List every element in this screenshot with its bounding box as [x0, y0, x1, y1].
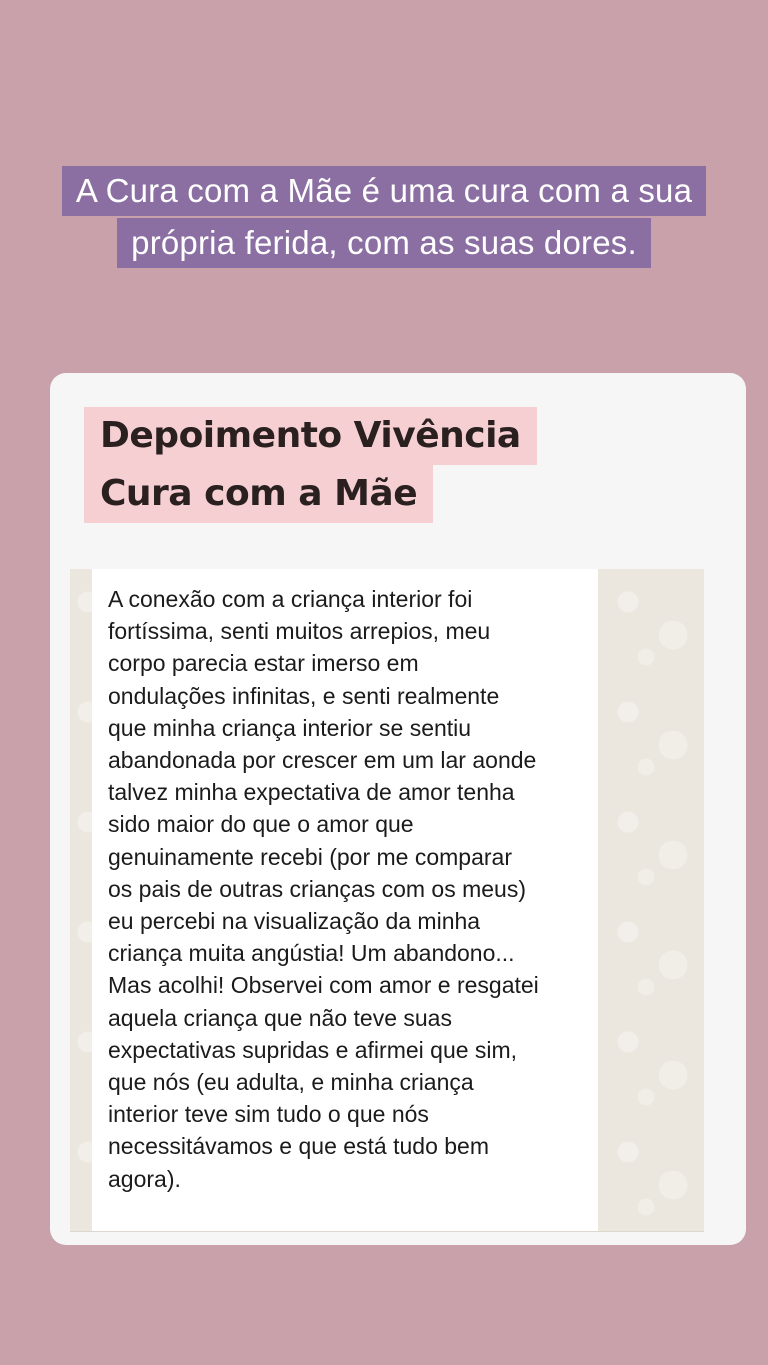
- story-caption: [0, 166, 768, 268]
- title-line-1: Depoimento Vivência: [84, 407, 537, 465]
- testimonial-card: [50, 373, 746, 1245]
- title-line-2: Cura com a Mãe: [84, 465, 433, 523]
- caption-line-1: A Cura com a Mãe é uma cura com a sua: [62, 166, 706, 216]
- message-bubble: [92, 569, 598, 1231]
- testimonial-message: A conexão com a criança interior foi fortíssima, senti muitos arrepios, meu corpo parecia estar imerso em ondulações infinitas, e senti realmente que minha criança interior se sentiu abandonada por crescer em um lar aonde talvez minha expectativa de amor tenha sido maior do que o amor que genuinamente recebi (por me comparar os pais de outras crianças com os meus) eu percebi na visualização da minha criança muita angústia! Um abandono... Mas acolhi! Observei com amor e resgatei aquela criança que não teve suas expectativas supridas e afirmei que sim, que nós (eu adulta, e minha criança interior teve sim tudo o que nós necessitávamos e que está tudo bem agora).: [108, 586, 539, 1192]
- chat-screenshot: [70, 569, 704, 1232]
- caption-line-2: própria ferida, com as suas dores.: [117, 218, 651, 268]
- testimonial-title: [84, 407, 537, 523]
